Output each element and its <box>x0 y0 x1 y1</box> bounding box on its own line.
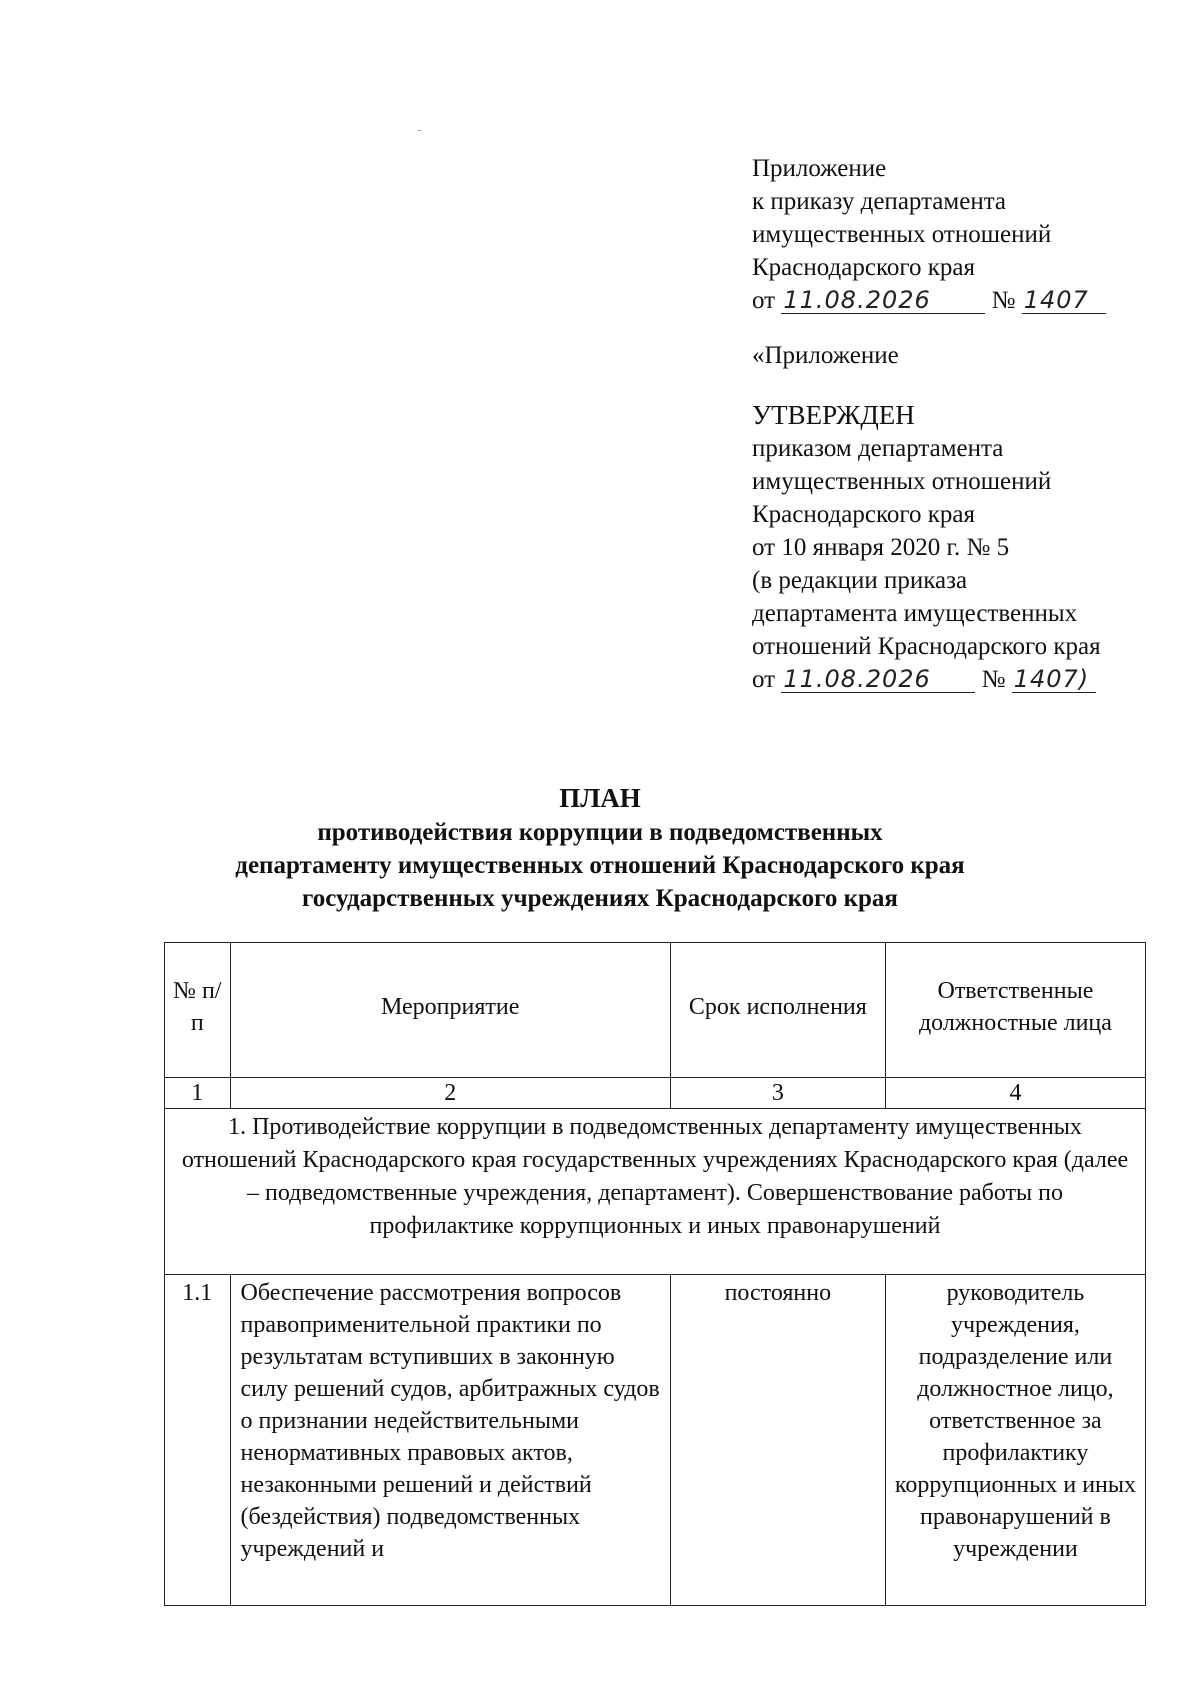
approved-dept-line: имущественных отношений <box>752 468 1052 495</box>
column-number: 2 <box>230 1078 670 1109</box>
approved-date-line: от 10 января 2020 г. № 5 <box>752 534 1010 561</box>
edition-number-sign: № <box>981 666 1006 693</box>
order-date-line <box>752 284 1106 317</box>
plan-title-main: ПЛАН <box>559 783 641 813</box>
plan-title-line-3: государственных учреждениях Краснодарского края <box>302 885 898 912</box>
number-sign: № <box>991 287 1016 314</box>
column-number: 4 <box>885 1078 1145 1109</box>
handwritten-date: 11.08.2026 <box>781 287 985 314</box>
to-order-line: к приказу департамента <box>752 188 1007 215</box>
section-row <box>165 1109 1146 1275</box>
plan-title-line-2: департаменту имущественных отношений Краснодарского края <box>235 852 965 879</box>
header-term: Срок исполнения <box>670 943 885 1078</box>
region-line: Краснодарского края <box>752 254 975 281</box>
edition-handwritten-date: 11.08.2026 <box>781 666 975 693</box>
plan-table <box>164 942 1146 1606</box>
row-event: Обеспечение рассмотрения вопросов правоприменительной практики по результатам вступивших в законную силу решений судов, арбитражных судов о признании недействительными ненормативных правовых актов, незаконными решений и действий (бездействия) подведомственных учреждений и <box>230 1275 670 1606</box>
edition-handwritten-number: 1407) <box>1012 666 1096 693</box>
row-number: 1.1 <box>165 1275 231 1606</box>
dept-line: имущественных отношений <box>752 221 1052 248</box>
approved-region-line: Краснодарского края <box>752 501 975 528</box>
approved-label: УТВЕРЖДЕН <box>752 400 915 430</box>
table-row <box>165 1275 1146 1606</box>
edition-line-1: (в редакции приказа <box>752 567 968 594</box>
quoted-appendix: «Приложение <box>752 342 899 369</box>
row-term: постоянно <box>670 1275 885 1606</box>
edition-date-line <box>752 663 1106 696</box>
header-responsible: Ответственные должностные лица <box>885 943 1145 1078</box>
approved-by-line: приказом департамента <box>752 435 1004 462</box>
column-number-row <box>165 1078 1146 1109</box>
header-event: Мероприятие <box>230 943 670 1078</box>
scan-speck <box>418 130 421 131</box>
table-header-row <box>165 943 1146 1078</box>
row-responsible: руководитель учреждения, подразделение или должностное лицо, ответственное за профилактику коррупционных и иных правонарушений в учреждении <box>885 1275 1145 1606</box>
edition-line-2: департамента имущественных <box>752 600 1078 627</box>
section-heading: 1. Противодействие коррупции в подведомственных департаменту имущественных отношений Краснодарского края государственных учреждениях Краснодарского края (далее – подведомственные учреждения, департамент). Совершенствование работы по профилактике коррупционных и иных правонарушений <box>165 1109 1146 1275</box>
plan-title <box>0 780 1200 915</box>
column-number: 1 <box>165 1078 231 1109</box>
handwritten-number: 1407 <box>1022 287 1106 314</box>
header-num: № п/п <box>165 943 231 1078</box>
edition-line-3: отношений Краснодарского края <box>752 633 1101 660</box>
from-prefix: от <box>752 287 776 314</box>
appendix-label: Приложение <box>752 155 887 182</box>
plan-title-line-1: противодействия коррупции в подведомственных <box>317 819 883 846</box>
column-number: 3 <box>670 1078 885 1109</box>
order-header <box>752 152 1106 696</box>
edition-from-prefix: от <box>752 666 776 693</box>
